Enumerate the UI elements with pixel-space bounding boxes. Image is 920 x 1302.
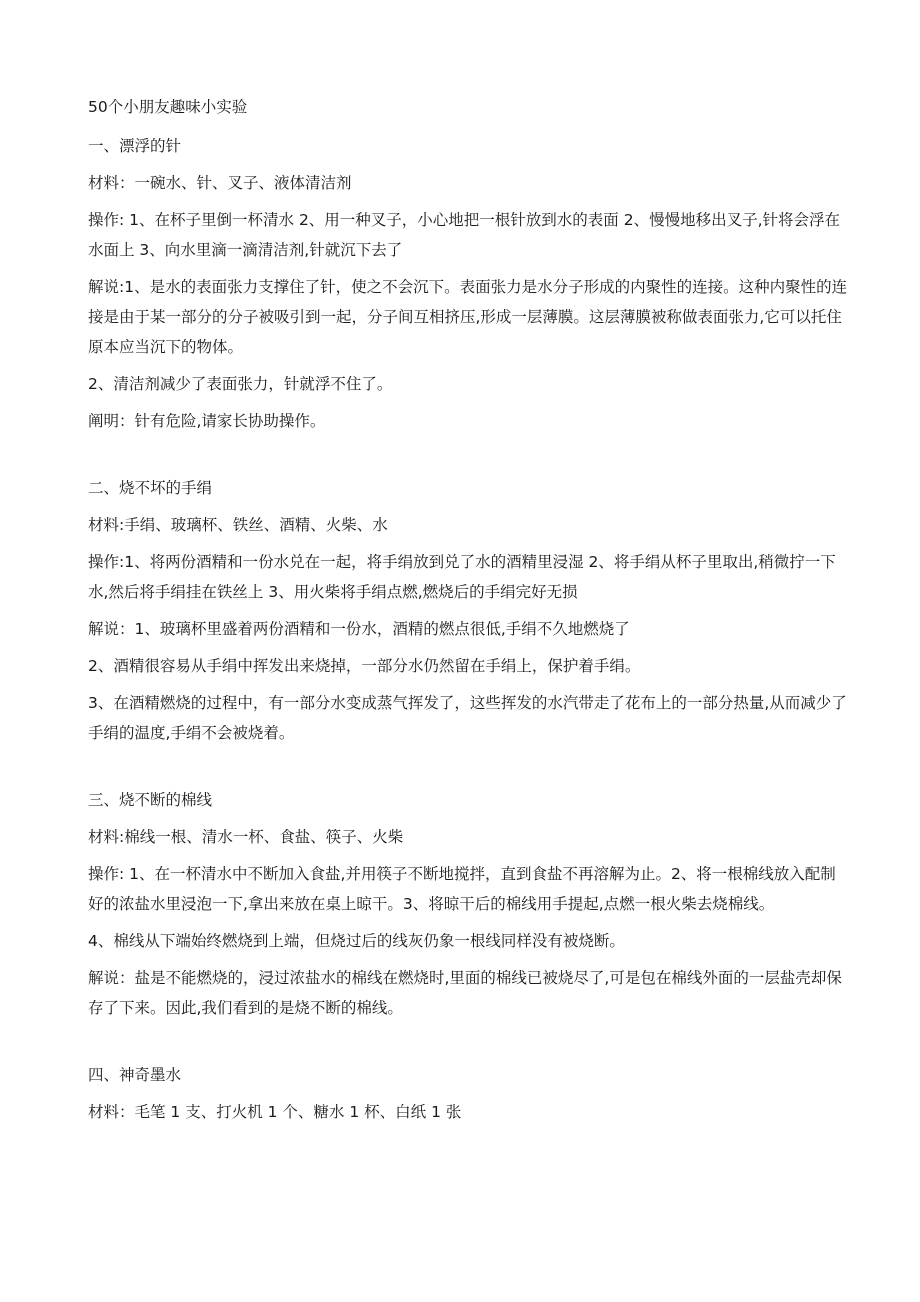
materials-text: 材料:棉线一根、清水一杯、食盐、筷子、火柴 bbox=[88, 828, 404, 846]
document-page bbox=[88, 92, 848, 1134]
section-gap bbox=[88, 443, 848, 473]
explanation-text: 解说:1、是水的表面张力支撑住了针，使之不会沉下。表面张力是水分子形成的内聚性的连接。这种内聚性的连接是由于某一部分的分子被吸引到一起，分子间互相挤压,形成一层薄膜。这层薄膜被称做表面张力,它可以托住原本应当沉下的物体。 bbox=[88, 278, 848, 356]
note-text: 阐明：针有危险,请家长协助操作。 bbox=[88, 412, 326, 430]
explanation-text: 2、酒精很容易从手绢中挥发出来烧掉，一部分水仍然留在手绢上，保护着手绢。 bbox=[88, 657, 641, 675]
operation-text: 操作: 1、在杯子里倒一杯清水 2、用一种叉子，小心地把一根针放到水的表面 2、慢慢地移出叉子,针将会浮在水面上 3、向水里滴一滴清洁剂,针就沉下去了 bbox=[88, 211, 841, 259]
section-heading: 三、烧不断的棉线 bbox=[88, 791, 213, 809]
explanation-text: 解说：1、玻璃杯里盛着两份酒精和一份水，酒精的燃点很低,手绢不久地燃烧了 bbox=[88, 620, 630, 638]
materials-text: 材料:手绢、玻璃杯、铁丝、酒精、火柴、水 bbox=[88, 516, 388, 534]
explanation-text: 解说：盐是不能燃烧的，浸过浓盐水的棉线在燃烧时,里面的棉线已被烧尽了,可是包在棉线外面的一层盐壳却保存了下来。因此,我们看到的是烧不断的棉线。 bbox=[88, 969, 842, 1017]
explanation-text: 3、在酒精燃烧的过程中，有一部分水变成蒸气挥发了，这些挥发的水汽带走了花布上的一部分热量,从而减少了手绢的温度,手绢不会被烧着。 bbox=[88, 694, 847, 742]
operation-text: 操作:1、将两份酒精和一份水兑在一起，将手绢放到兑了水的酒精里浸湿 2、将手绢从杯子里取出,稍微拧一下水,然后将手绢挂在铁丝上 3、用火柴将手绢点燃,燃烧后的手绢完好无损 bbox=[88, 553, 836, 601]
section-heading: 四、神奇墨水 bbox=[88, 1066, 182, 1084]
section-gap bbox=[88, 755, 848, 785]
section-heading: 二、烧不坏的手绢 bbox=[88, 479, 213, 497]
explanation-text: 2、清洁剂减少了表面张力，针就浮不住了。 bbox=[88, 375, 393, 393]
document-title: 50个小朋友趣味小实验 bbox=[88, 98, 248, 116]
section-gap bbox=[88, 1030, 848, 1060]
section-heading: 一、漂浮的针 bbox=[88, 137, 182, 155]
operation-step-text: 4、棉线从下端始终燃烧到上端，但烧过后的线灰仍象一根线同样没有被烧断。 bbox=[88, 932, 625, 950]
operation-text: 操作: 1、在一杯清水中不断加入食盐,并用筷子不断地搅拌，直到食盐不再溶解为止。2、将一根棉线放入配制好的浓盐水里浸泡一下,拿出来放在桌上晾干。3、将晾干后的棉线用手提起,点燃一根火柴去烧棉线。 bbox=[88, 865, 836, 913]
materials-text: 材料：一碗水、针、叉子、液体清洁剂 bbox=[88, 174, 352, 192]
materials-text: 材料：毛笔 1 支、打火机 1 个、糖水 1 杯、白纸 1 张 bbox=[88, 1103, 462, 1121]
